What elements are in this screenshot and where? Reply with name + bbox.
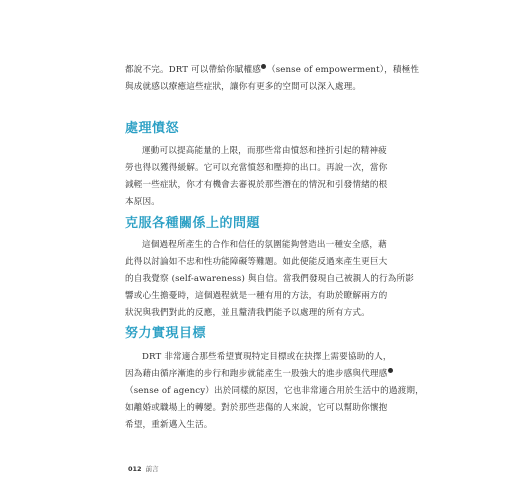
paragraph-line: 本原因。	[125, 197, 160, 207]
endnote-marker-icon	[261, 64, 266, 69]
paragraph-line: 減輕一些症狀，你才有機會去審視於那些潛在的情況和引發情緒的根	[125, 180, 388, 190]
section-heading-relationships: 克服各種關係上的問題	[125, 216, 261, 231]
paragraph-line: 希望，重新邁入生活。	[125, 420, 213, 430]
page-number: 012	[128, 465, 142, 473]
paragraph-line: （sense of agency）出於同樣的原因，它也非常適合用於生活中的過渡期，	[125, 386, 424, 396]
paragraph-line: DRT 非常適合那些希望實現特定目標或在抉擇上需要協助的人，	[142, 352, 392, 362]
paragraph-line: 運動可以提高能量的上限，而那些常由憤怒和挫折引起的精神疲	[142, 146, 387, 156]
paragraph-line: 勞也得以獲得緩解。它可以充當憤怒和壓抑的出口。再說一次，當你	[125, 163, 388, 173]
page-footer	[128, 464, 159, 473]
paragraph-line: 的自我覺察 (self-awareness) 與自信。當我們發現自己被親人的行為所影	[125, 274, 414, 284]
paragraph-line: 此得以討論如不忠和性功能障礙等難題。如此便能反過來產生更巨大	[125, 257, 388, 267]
paragraph-line: 如離婚或職場上的轉變。對於那些悲傷的人來說，它可以幫助你懷抱	[125, 403, 388, 413]
section-heading-anger: 處理憤怒	[125, 121, 180, 136]
paragraph-line: 這個過程所產生的合作和信任的氛圍能夠營造出一種安全感，藉	[142, 240, 387, 250]
intro-line-3: 與成就感以療癒這些症狀，讓你有更多的空間可以深入處理。	[125, 82, 362, 92]
section-paragraph-anger	[125, 143, 397, 211]
paragraph-line: 因為藉由循序漸進的步行和跑步就能產生一股強大的進步感與代理感	[125, 369, 388, 379]
paragraph-line: 響或心生擔憂時，這個過程就是一種有用的方法，有助於瞭解兩方的	[125, 291, 388, 301]
intro-paragraph	[125, 62, 420, 96]
section-heading-goals: 努力實現目標	[125, 326, 207, 341]
intro-line-2: （sense of empowerment），積極性	[266, 65, 420, 75]
intro-line-1: 都說不完。DRT 可以帶給你賦權感	[125, 65, 261, 75]
section-paragraph-relationships	[125, 237, 414, 322]
section-paragraph-goals	[125, 349, 424, 434]
chapter-label: 前言	[145, 465, 159, 473]
paragraph-line: 狀況與我們對此的反應，並且釐清我們能予以處理的所有方式。	[125, 308, 370, 318]
endnote-marker-icon	[388, 368, 393, 373]
